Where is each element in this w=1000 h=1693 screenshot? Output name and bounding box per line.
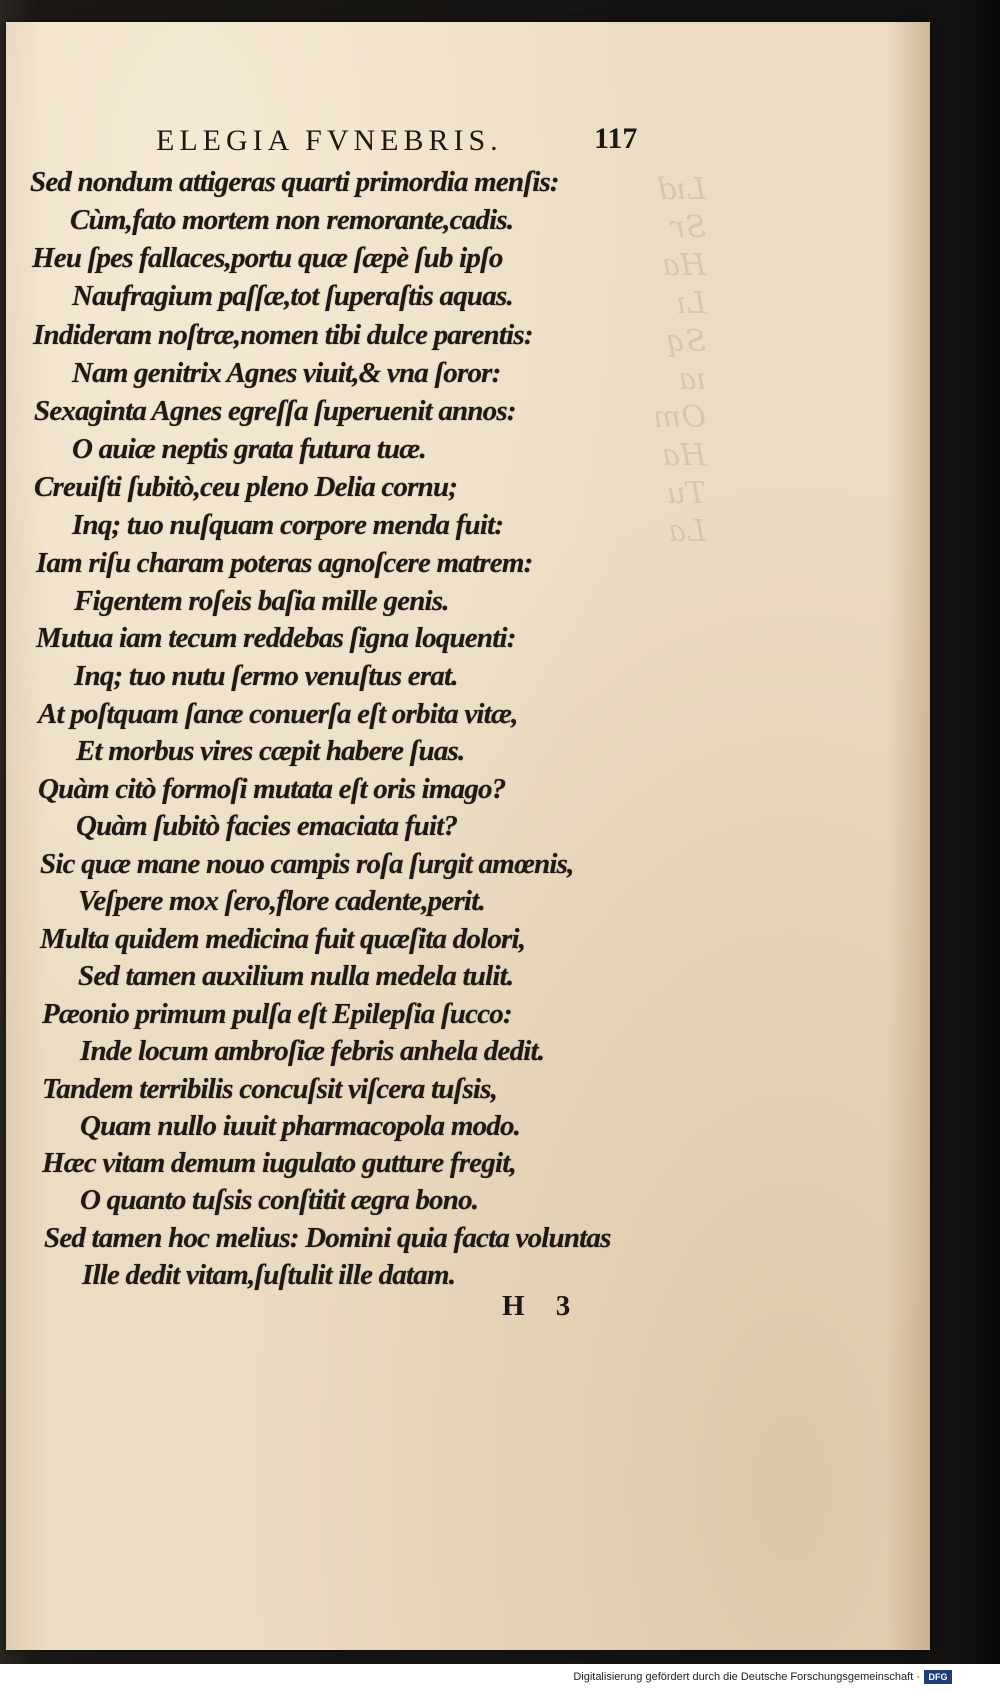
verse-line-hexameter: Indideram noſtræ,nomen tibi dulce parentis: (33, 319, 533, 351)
dfg-logo: DFG (924, 1670, 952, 1684)
verse-line-pentameter: Inde locum ambroſiæ febris anhela dedit. (80, 1035, 545, 1067)
verse-line-pentameter: Naufragium paſſæ,tot ſuperaſtis aquas. (72, 280, 513, 312)
verse-line-pentameter: Inq; tuo nutu ſermo venuſtus erat. (74, 660, 458, 692)
verse-line-pentameter: Et morbus vires cæpit habere ſuas. (76, 735, 465, 767)
verse-line-pentameter: Sed tamen auxilium nulla medela tulit. (78, 960, 514, 992)
digitization-footer (0, 1664, 1000, 1693)
verse-line-hexameter: Hæc vitam demum iugulato gutture fregit, (42, 1147, 516, 1179)
verse-line-pentameter: Cùm,fato mortem non remorante,cadis. (70, 204, 514, 236)
verse-line-pentameter: Quàm ſubitò facies emaciata fuit? (76, 810, 458, 842)
running-head: ELEGIA FVNEBRIS. (156, 124, 503, 157)
verse-line-hexameter: Sic quæ mane nouo campis roſa ſurgit amœnis, (40, 848, 574, 880)
verse-line-hexameter: Pæonio primum pulſa eſt Epilepſia ſucco: (42, 998, 512, 1030)
show-through-text: Lıd Sr Ha Lı Sq ıa Om Ha Tu La (652, 172, 706, 549)
verse-line-hexameter: Mutua iam tecum reddebas ſigna loquenti: (36, 622, 516, 654)
verse-line-hexameter: Iam riſu charam poteras agnoſcere matrem: (36, 547, 533, 579)
verse-line-hexameter: Sexaginta Agnes egreſſa ſuperuenit annos: (34, 395, 516, 427)
verse-line-pentameter: Inq; tuo nuſquam corpore menda fuit: (72, 509, 504, 541)
verse-line-pentameter: Ille dedit vitam,ſuſtulit ille datam. (82, 1259, 456, 1291)
signature-mark: H 3 (502, 1290, 583, 1322)
verse-line-hexameter: Heu ſpes fallaces,portu quæ ſæpè ſub ipſo (32, 242, 503, 274)
verse-line-hexameter: Quàm citò formoſi mutata eſt oris imago? (38, 773, 506, 805)
verse-line-pentameter: Quam nullo iuuit pharmacopola modo. (80, 1110, 521, 1142)
verse-line-pentameter: Veſpere mox ſero,flore cadente,perit. (78, 885, 485, 917)
verse-line-pentameter: O auiæ neptis grata futura tuæ. (72, 433, 426, 465)
verse-line-hexameter: Tandem terribilis concuſsit viſcera tuſsis, (42, 1073, 498, 1105)
verse-line-pentameter: Figentem roſeis baſia mille genis. (74, 585, 449, 617)
verse-line-pentameter: Nam genitrix Agnes viuit,& vna ſoror: (72, 357, 501, 389)
verse-line-hexameter: Creuiſti ſubitò,ceu pleno Delia cornu; (34, 471, 458, 503)
verse-line-hexameter: Multa quidem medicina fuit quæſita dolori, (40, 923, 526, 955)
verse-line-hexameter: Sed tamen hoc melius: Domini quia facta voluntas (44, 1222, 611, 1254)
book-page (6, 22, 930, 1650)
verse-line-pentameter: O quanto tuſsis conſtitit ægra bono. (80, 1184, 479, 1216)
funding-credit: Digitalisierung gefördert durch die Deutsche Forschungsgemeinschaft · (573, 1671, 920, 1683)
verse-line-hexameter: At poſtquam ſanæ conuerſa eſt orbita vitæ, (38, 698, 518, 730)
folio-number: 117 (594, 122, 638, 155)
verse-line-hexameter: Sed nondum attigeras quarti primordia menſis: (30, 166, 559, 198)
